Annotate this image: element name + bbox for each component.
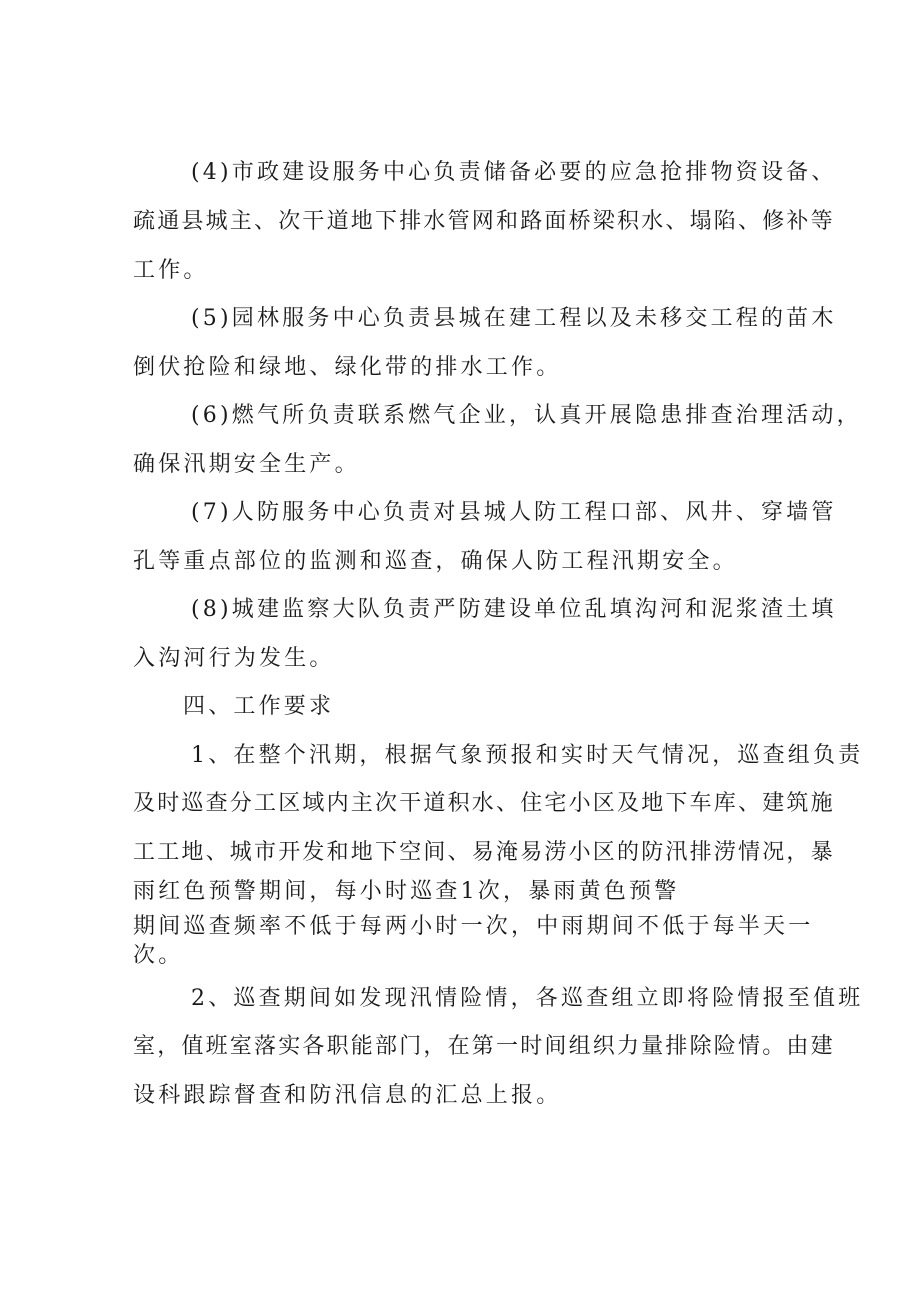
paragraph-8-line-1: (8)城建监察大队负责严防建设单位乱填沟河和泥浆渣土填 [191, 597, 837, 622]
item-2-line-1: 2、巡查期间如发现汛情险情，各巡查组立即将险情报至值班 [191, 986, 864, 1011]
item-1-line-3: 工工地、城市开发和地下空间、易淹易涝小区的防汛排涝情况，暴 [133, 840, 835, 865]
paragraph-7-line-2: 孔等重点部位的监测和巡查，确保人防工程汛期安全。 [133, 549, 738, 574]
item-1-line-5: 期间巡查频率不低于每两小时一次，中雨期间不低于每半天一 [133, 914, 814, 939]
paragraph-4-line-3: 工作。 [133, 258, 209, 283]
paragraph-6-line-1: (6)燃气所负责联系燃气企业，认真开展隐患排查治理活动， [191, 403, 862, 428]
section-heading: 四、工作要求 [183, 694, 335, 719]
item-2-line-3: 设科跟踪督查和防汛信息的汇总上报。 [133, 1083, 562, 1108]
item-1-line-6: 次。 [133, 943, 184, 968]
item-1-line-2: 及时巡查分工区域内主次干道积水、住宅小区及地下车库、建筑施 [133, 791, 835, 816]
paragraph-5-line-1: (5)园林服务中心负责县城在建工程以及未移交工程的苗木 [191, 306, 837, 331]
paragraph-5-line-2: 倒伏抢险和绿地、绿化带的排水工作。 [133, 355, 562, 380]
paragraph-4-line-1: (4)市政建设服务中心负责储备必要的应急抢排物资设备、 [191, 160, 837, 185]
paragraph-6-line-2: 确保汛期安全生产。 [133, 452, 360, 477]
paragraph-4-line-2: 疏通县城主、次干道地下排水管网和路面桥梁积水、塌陷、修补等 [133, 209, 835, 234]
paragraph-7-line-1: (7)人防服务中心负责对县城人防工程口部、风井、穿墙管 [191, 500, 837, 525]
paragraph-8-line-2: 入沟河行为发生。 [133, 646, 335, 671]
item-2-line-2: 室，值班室落实各职能部门，在第一时间组织力量排除险情。由建 [133, 1034, 835, 1059]
item-1-line-1: 1、在整个汛期，根据气象预报和实时天气情况，巡查组负责 [191, 743, 864, 768]
item-1-line-4: 雨红色预警期间，每小时巡查1次，暴雨黄色预警 [133, 879, 680, 904]
